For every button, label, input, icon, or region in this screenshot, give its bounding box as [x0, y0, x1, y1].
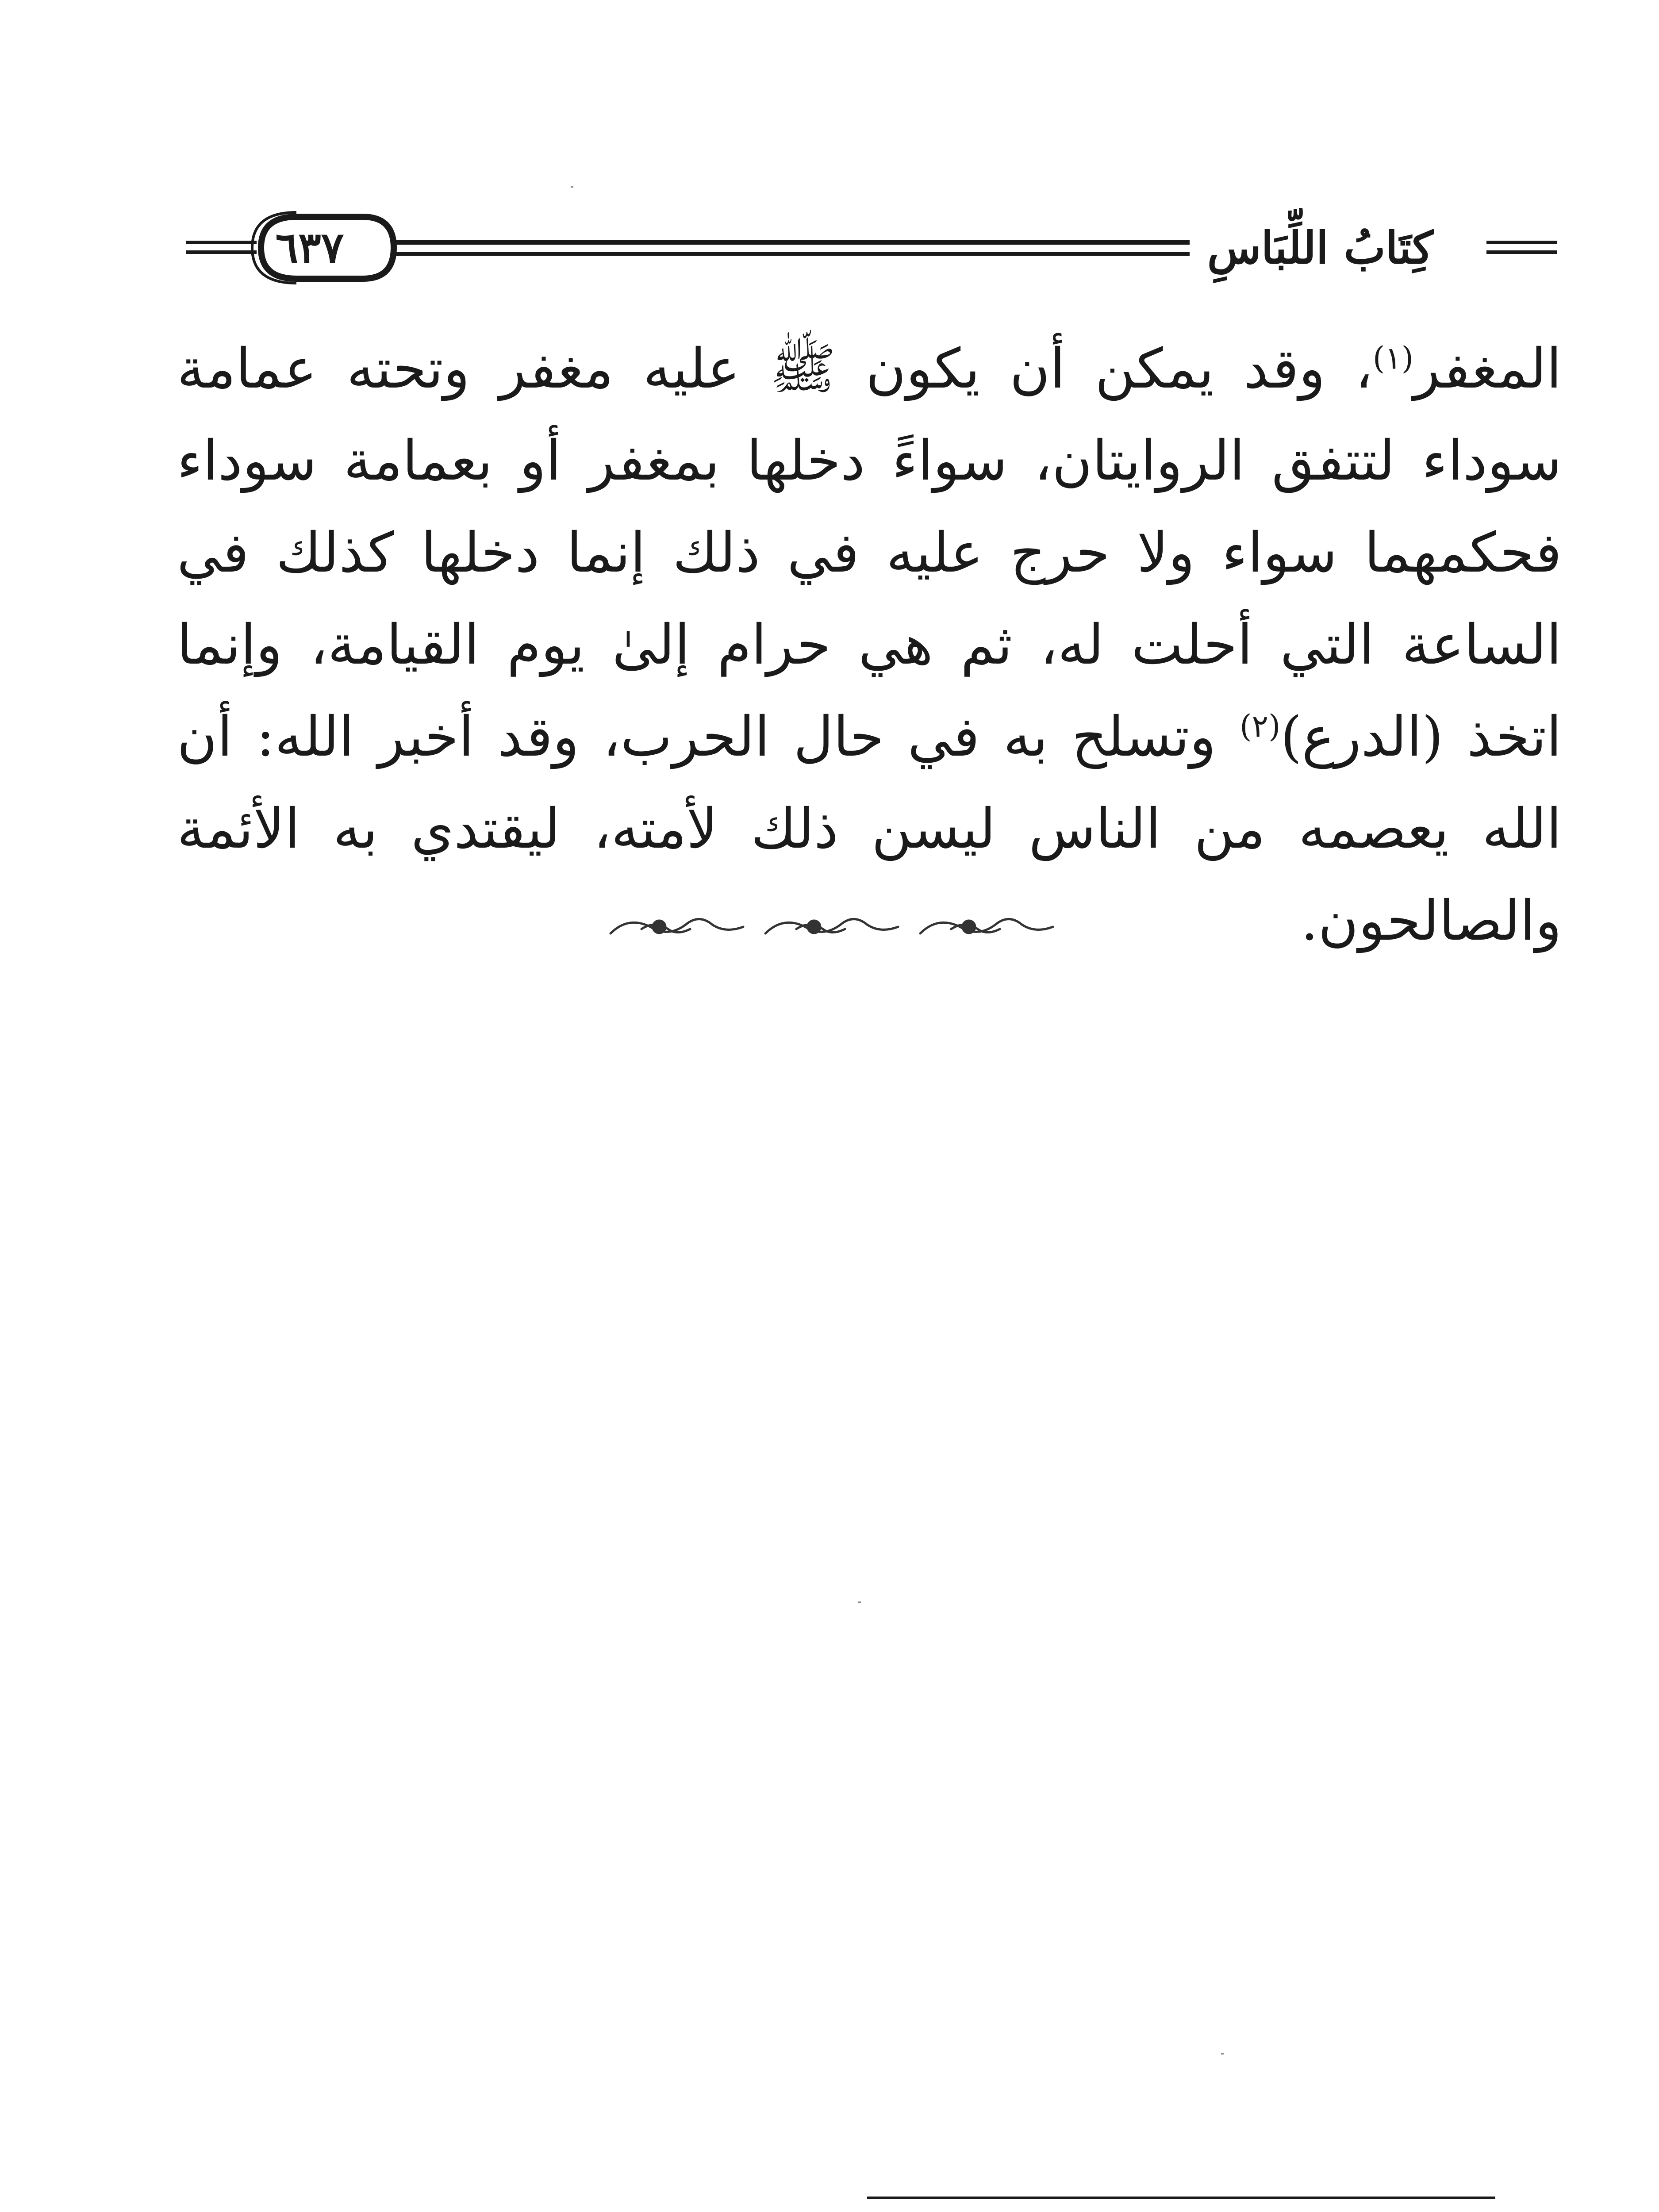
running-header [186, 208, 1557, 296]
page-number: ٦٣٧ [275, 223, 344, 273]
paragraph-part-1: المغفر [1413, 337, 1562, 401]
paragraph-part-3: وتسلح به في حال الحرب، وقد أخبر الله: أن الله يعصمه من الناس ليسن ذلك لأمته، ليقتدي به الأئمة والصالحون. [177, 705, 1562, 953]
footnote-marker-1[interactable]: (١) [1372, 340, 1414, 376]
scan-speck [1221, 2053, 1224, 2055]
section-ornament [602, 907, 1071, 947]
paragraph-part-2: ، وقد يمكن أن يكون ﷺ عليه مغفر وتحته عمامة سوداء لتتفق الروايتان، سواءً دخلها بمغفر أو بعمامة سوداء فحكمهما سواء ولا حرج عليه في ذلك إنما دخلها كذلك في الساعة التي أحلت له، ثم هي حرام إلىٰ يوم القيامة، وإنما اتخذ (الدرع) [177, 337, 1562, 769]
footnote-marker-2[interactable]: (٢) [1240, 708, 1281, 745]
scan-speck [858, 1601, 861, 1603]
footnote-separator [867, 2197, 1495, 2199]
scan-speck [571, 186, 573, 188]
body-paragraph [177, 323, 1562, 967]
main-text [177, 323, 1562, 967]
running-title: كِتَابُ اللِّبَاسِ [1190, 217, 1451, 279]
